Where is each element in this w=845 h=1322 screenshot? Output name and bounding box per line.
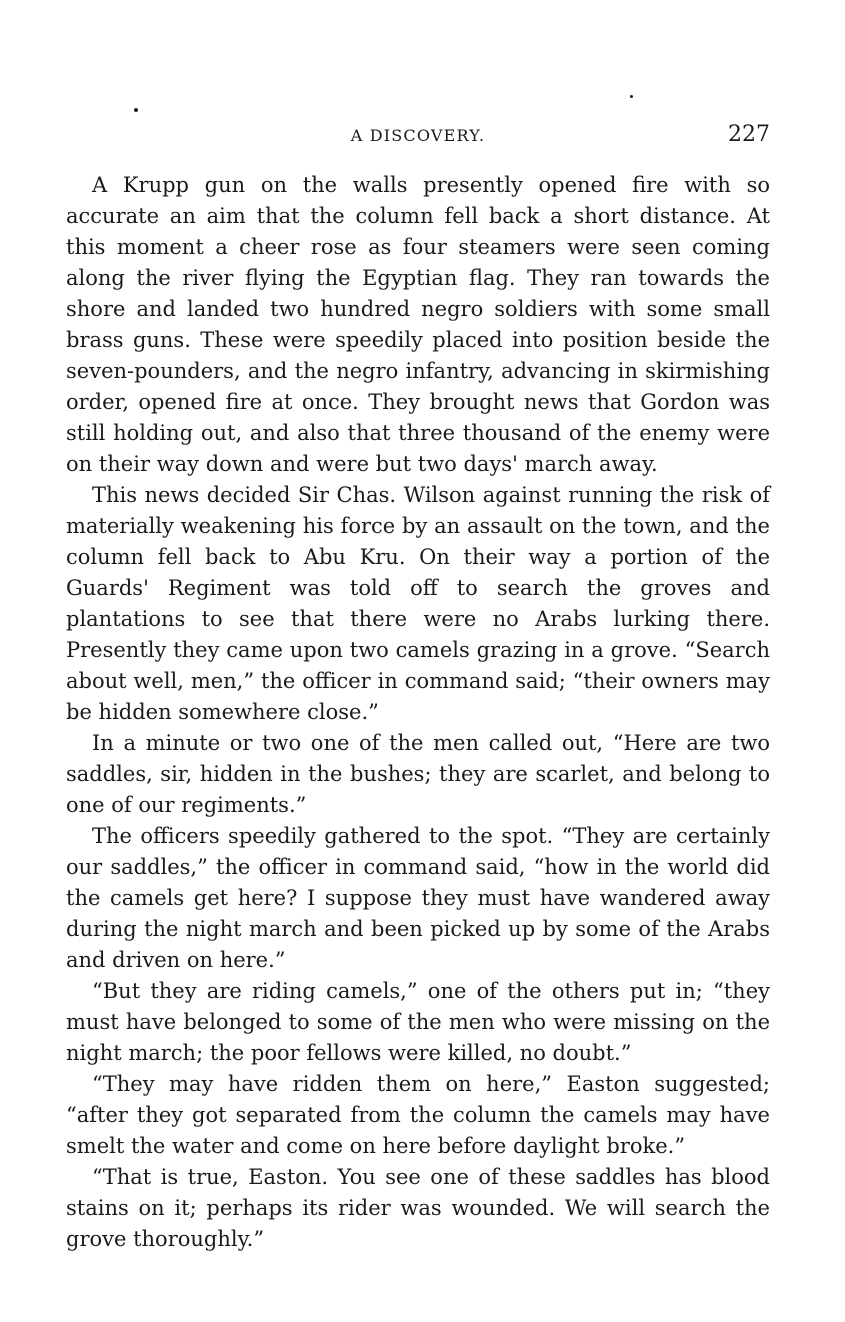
paragraph: “That is true, Easton. You see one of these saddles has blood stains on it; perhaps its rider was wounded. We will search the grove thoroughly.”	[66, 1165, 770, 1251]
running-header	[66, 122, 770, 152]
ink-speck	[134, 108, 138, 112]
page-number: 227	[728, 122, 770, 147]
paragraph: “But they are riding camels,” one of the others put in; “they must have belonged to some of the men who were missing on the night march; the poor fellows were killed, no doubt.”	[66, 979, 770, 1065]
paragraph: This news decided Sir Chas. Wilson against running the risk of materially weakening his force by an assault on the town, and the column fell back to Abu Kru. On their way a portion of the Guards' Regiment was told off to search the groves and plantations to see that there were no Arabs lurking there. Presently they came upon two camels grazing in a grove. “Search about well, men,” the officer in command said; “their owners may be hidden somewhere close.”	[66, 483, 770, 724]
ink-speck	[630, 95, 633, 98]
running-title: A DISCOVERY.	[350, 126, 486, 145]
paragraph: A Krupp gun on the walls presently opened fire with so accurate an aim that the column fell back a short distance. At this moment a cheer rose as four steamers were seen coming along the river flying the Egyptian flag. They ran towards the shore and landed two hundred negro soldiers with some small brass guns. These were speedily placed into position beside the seven-pounders, and the negro infantry, advancing in skirmishing order, opened fire at once. They brought news that Gordon was still holding out, and also that three thousand of the enemy were on their way down and were but two days' march away.	[66, 173, 770, 476]
paragraph: The officers speedily gathered to the spot. “They are certainly our saddles,” the officer in command said, “how in the world did the camels get here? I suppose they must have wandered away during the night march and been picked up by some of the Arabs and driven on here.”	[66, 824, 770, 972]
paragraph: In a minute or two one of the men called out, “Here are two saddles, sir, hidden in the bushes; they are scarlet, and belong to one of our regiments.”	[66, 731, 770, 817]
text-body	[66, 170, 770, 1255]
paragraph: “They may have ridden them on here,” Easton suggested; “after they got separated from the column the camels may have smelt the water and come on here before daylight broke.”	[66, 1072, 770, 1158]
